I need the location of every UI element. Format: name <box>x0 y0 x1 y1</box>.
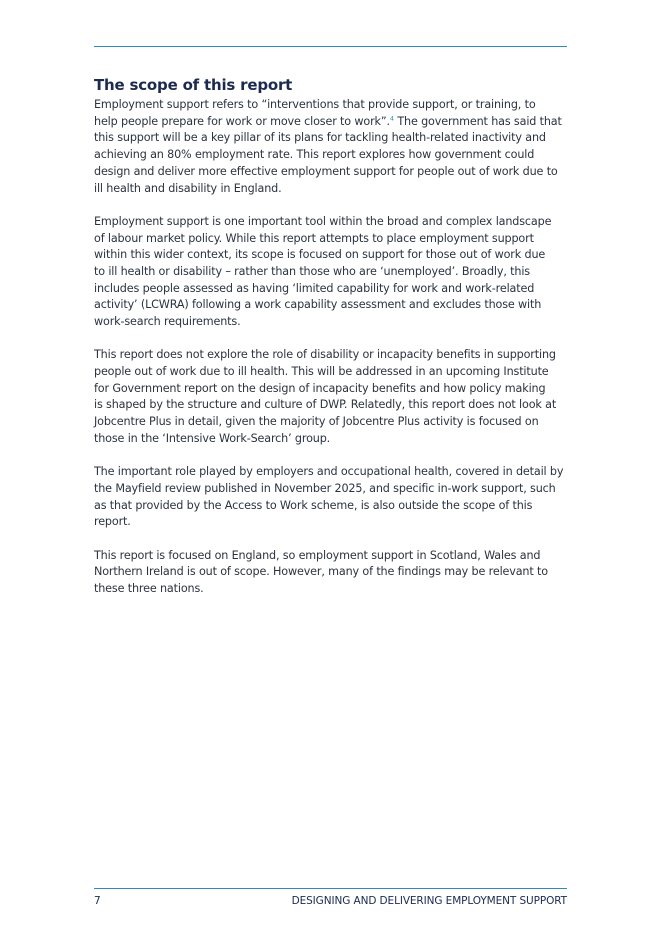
page-number: 7 <box>94 895 101 907</box>
paragraph-england-focus: This report is focused on England, so employment support in Scotland, Wales and Northern Ireland is out of scope. However, many of the findings may be relevant to these three nations. <box>94 548 548 595</box>
header-rule <box>94 46 567 47</box>
paragraph-employers-exclusion: The important role played by employers and occupational health, covered in detail by the Mayfield review published in November 2025, and specific in-work support, such as that provided by the Access to Work scheme, is also outside the scope of this report. <box>94 465 564 529</box>
paragraph-text: The government has said that this support will be a key pillar of its plans for tackling health-related inactivity and achieving an 80% employment rate. This report explores how government could design and deliver more effective employment support for people out of work due to ill health and disability in England. <box>94 114 562 195</box>
paragraph-benefits-exclusion: This report does not explore the role of disability or incapacity benefits in supporting people out of work due to ill health. This will be addressed in an upcoming Institute for Government report on the design of incapacity benefits and how policy making is shaped by the structure and culture of DWP. Relatedly, this report does not look at Jobcentre Plus in detail, given the majority of Jobcentre Plus activity is focused on those in the ‘Intensive Work-Search’ group. <box>94 348 557 445</box>
paragraph-scope-intro <box>94 97 569 197</box>
footnote-link[interactable]: 4 <box>389 113 394 122</box>
paragraph-labour-market: Employment support is one important tool within the broad and complex landscape of labour market policy. While this report attempts to place employment support within this wider context, its scope is focused on support for those out of work due to ill health or disability – rather than those who are ‘unemployed’. Broadly, this includes people assessed as having ‘limited capability for work and work-related activity’ (LCWRA) following a work capability assessment and excludes those with work-search requirements. <box>94 214 552 329</box>
footer-rule <box>94 888 567 889</box>
paragraph-text: Employment support refers to “interventions that provide support, or training, to help people prepare for work or move closer to work”. <box>94 98 536 128</box>
section-title: The scope of this report <box>94 76 293 94</box>
report-body <box>94 75 569 614</box>
running-title: DESIGNING AND DELIVERING EMPLOYMENT SUPPORT <box>291 895 567 907</box>
